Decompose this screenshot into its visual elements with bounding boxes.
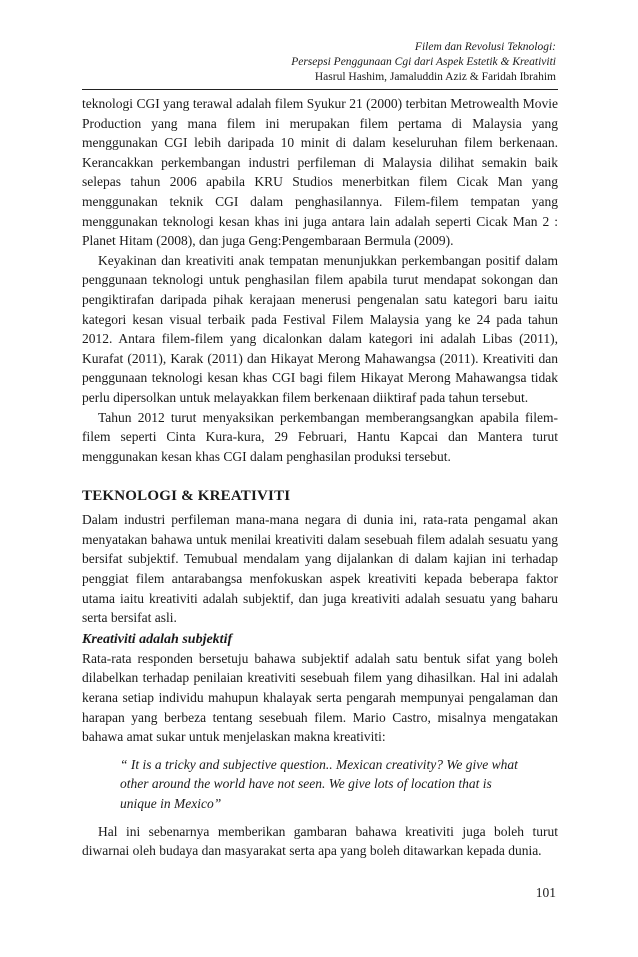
header-book-title: Filem dan Revolusi Teknologi: [414,41,556,53]
paragraph-1: teknologi CGI yang terawal adalah filem Syukur 21 (2000) terbitan Metrowealth Movie Production yang mana filem ini merupakan filem pertama di Malaysia yang menggunakan CGI lebih daripada 10 minit di dalam keseluruhan filem berkenaan. Kerancakkan perkembangan industri perfileman di Malaysia dilihat semakin baik selepas tahun 2006 apabila KRU Studios menerbitkan filem Cicak Man yang menggunakan teknik CGI dalam penghasilannya. Filem-filem tempatan yang menggunakan teknologi kesan khas ini juga antara lain adalah seperti Cicak Man 2 : Planet Hitam (2008), dan juga Geng:Pengembaraan Bermula (2009). [82,96,558,249]
paragraph-6: Hal ini sebenarnya memberikan gambaran bahawa kreativiti juga boleh turut diwarnai oleh budaya dan masyarakat serta apa yang boleh ditawarkan kepada dunia. [82,823,558,859]
subsection-heading: Kreativiti adalah subjektif [82,631,233,647]
paragraph-5: Rata-rata responden bersetuju bahawa subjektif adalah satu bentuk sifat yang boleh dilabelkan terhadap penilaian kreativiti sesebuah filem yang dihasilkan. Hal ini adalah kerana setiap individu mahupun khalayak serta pengarah mempunyai pengalaman dan harapan yang berbeza tentang sesebuah filem. Mario Castro, misalnya mengatakan bahawa amat sukar untuk menjelaskan makna kreativiti: [82,650,558,745]
paragraph-2: Keyakinan dan kreativiti anak tempatan menunjukkan perkembangan positif dalam penggunaan teknologi untuk penghasilan filem apabila turut mendapat sokongan dan pengiktirafan daripada pihak kerajaan menerusi pengenalan satu kategori baru iaitu kategori kesan visual terbaik pada Festival Filem Malaysia yang ke 24 pada tahun 2012. Antara filem-filem yang dicalonkan dalam kategori ini adalah Libas (2011), Kurafat (2011), Karak (2011) dan Hikayat Merong Mahawangsa (2011). Kreativiti dan penggunaan teknologi kesan khas CGI bagi filem Hikayat Merong Mahawangsa tidak perlu dipersolkan untuk melayakkan filem berkenaan diiktiraf pada tahun tersebut. [82,252,558,405]
header-authors: Hasrul Hashim, Jamaluddin Aziz & Faridah Ibrahim [314,71,556,83]
section-heading: TEKNOLOGI & KREATIVITI [82,488,291,505]
running-header [136,40,556,85]
block-quote: “ It is a tricky and subjective question.. Mexican creativity? We give what other around the world have not seen. We give lots of location that is unique in Mexico” [120,756,518,811]
page-body [82,94,558,861]
header-rule [82,89,558,90]
paragraph-4: Dalam industri perfileman mana-mana negara di dunia ini, rata-rata pengamal akan menyatakan bahawa untuk menilai kreativiti dalam sesebuah filem adalah sesuatu yang bersifat subjektif. Temubual mendalam yang dijalankan di dalam kajian ini terhadap penggiat filem antarabangsa menfokuskan aspek kreativiti kepada beberapa faktor utama iaitu kreativiti adalah subjektif, dan juga kreativiti adalah sesuatu yang baharu serta bersifat asli. [82,512,558,626]
page-number: 101 [535,885,556,900]
header-chapter-title: Persepsi Penggunaan Cgi dari Aspek Estetik & Kreativiti [291,56,556,68]
paragraph-3: Tahun 2012 turut menyaksikan perkembangan memberangsangkan apabila filem-filem seperti Cinta Kura-kura, 29 Februari, Hantu Kapcai dan Mantera turut menggunakan kesan khas CGI dalam penghasilan produksi tersebut. [82,409,558,464]
